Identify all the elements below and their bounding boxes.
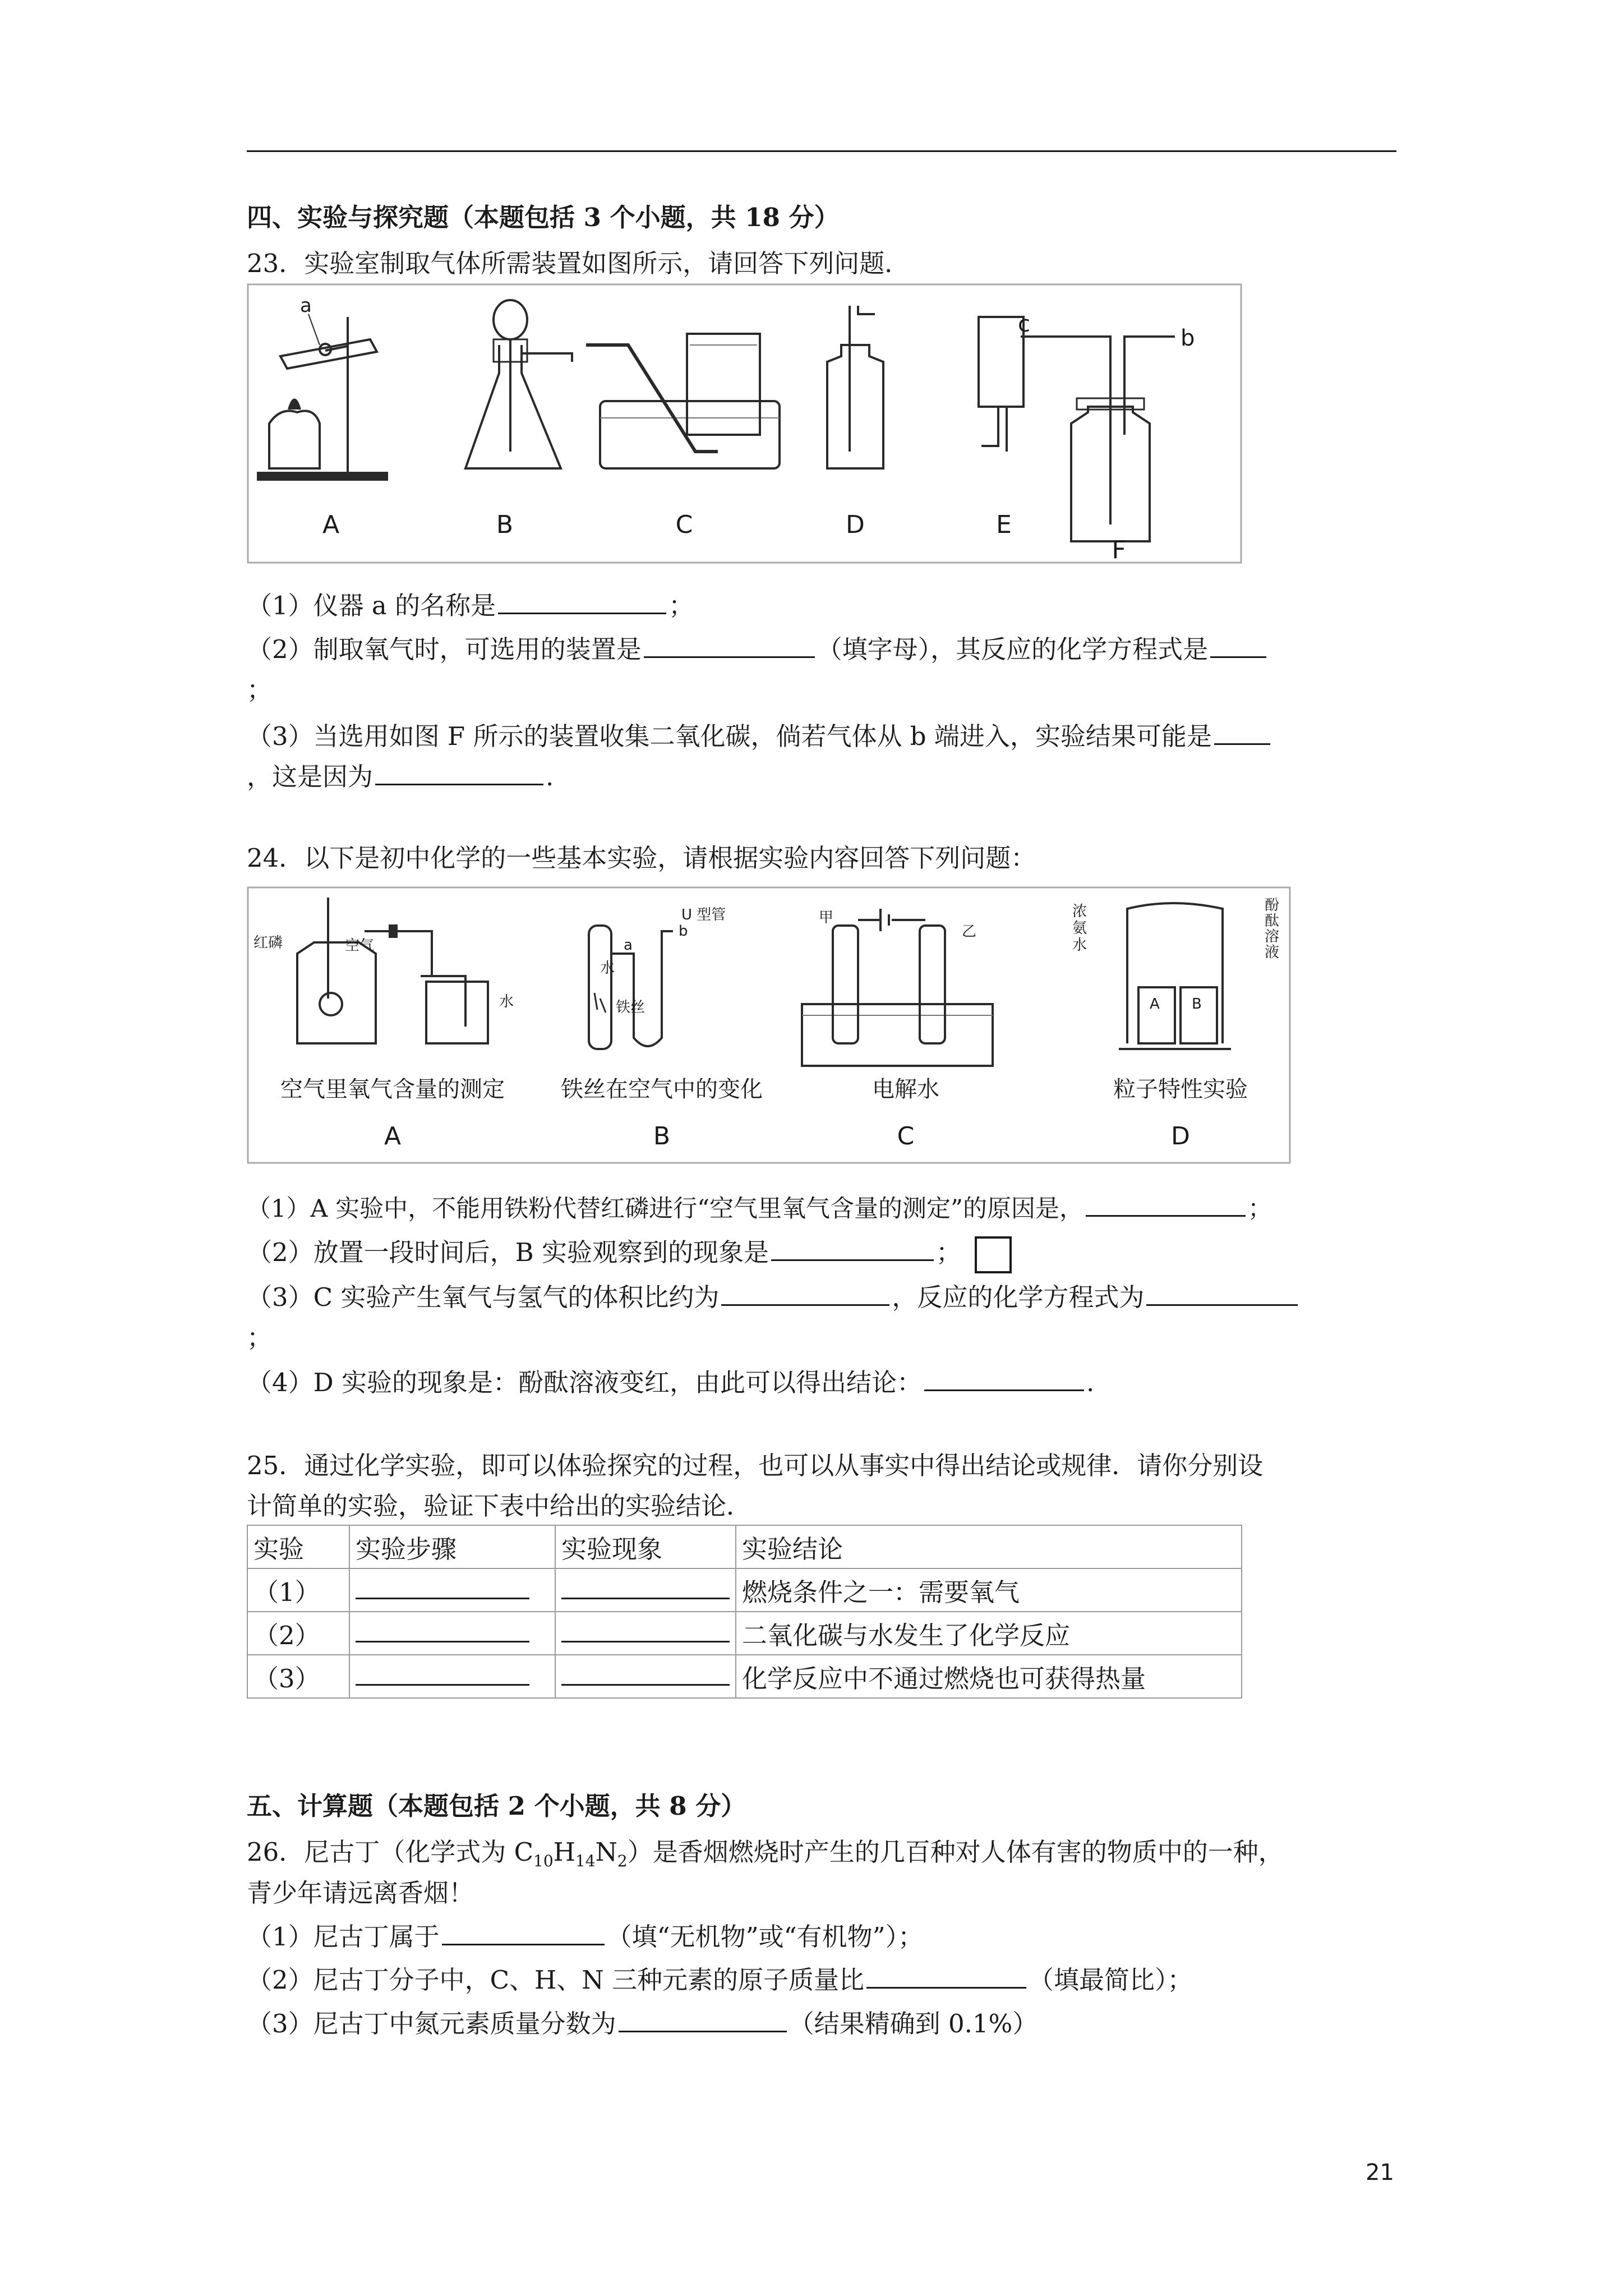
q23-part1 — [247, 589, 694, 623]
q23-apparatus-drawing — [247, 283, 1242, 564]
q24-tag-utube: U 型管 — [681, 907, 726, 923]
q23-label-b: b — [1181, 325, 1195, 351]
q26-h: H — [553, 1837, 575, 1867]
q23-label-B: B — [496, 510, 514, 539]
q24-tag-nonganshui: 浓氨水 — [1072, 903, 1087, 954]
q26-part2 — [247, 1963, 1193, 1997]
table-cell-id: （3） — [247, 1655, 349, 1698]
table-cell-phenomenon[interactable] — [555, 1568, 736, 1612]
q23-part2-blank2[interactable] — [1210, 634, 1266, 658]
q23-part1-blank[interactable] — [498, 590, 666, 614]
q26-stem-line1 — [247, 1835, 1284, 1878]
q23-label-D: D — [846, 510, 865, 539]
q23-part3 — [247, 720, 1272, 753]
q24-label-D: D — [1171, 1122, 1190, 1151]
q24-part3-end: ； — [247, 1323, 273, 1352]
q23-part3-line2 — [247, 760, 554, 794]
q24-part2-text: （2）放置一段时间后，B 实验观察到的现象是 — [247, 1237, 769, 1267]
q24-tag-a: a — [624, 937, 633, 954]
q24-part3-blank1[interactable] — [721, 1282, 889, 1306]
q24-part2-blank[interactable] — [771, 1237, 934, 1261]
q26-part3 — [247, 2007, 1038, 2041]
q26-part3-blank[interactable] — [619, 2008, 787, 2032]
q26-stem-text2: ）是香烟燃烧时产生的几百种对人体有害的物质中的一种， — [627, 1837, 1284, 1867]
section5-title: 五、计算题（本题包括 2 个小题，共 8 分） — [247, 1791, 746, 1821]
q23-label-A: A — [322, 510, 340, 539]
q23-label-c: c — [1018, 311, 1030, 337]
q23-stem: 23．实验室制取气体所需装置如图所示，请回答下列问题． — [247, 249, 910, 278]
q24-tag-jia: 甲 — [819, 909, 834, 926]
q26-part1-blank[interactable] — [442, 1921, 605, 1945]
q24-tag-shui2: 水 — [600, 960, 615, 977]
q26-stem-line2: 青少年请远离香烟！ — [247, 1878, 474, 1908]
q24-caption-C: 电解水 — [872, 1076, 939, 1102]
q24-part1 — [247, 1192, 1272, 1226]
table-row — [247, 1655, 1242, 1698]
table-cell-steps[interactable] — [349, 1655, 555, 1698]
q24-part3-blank2[interactable] — [1146, 1282, 1298, 1306]
q24-stem: 24．以下是初中化学的一些基本实验，请根据实验内容回答下列问题： — [247, 843, 1036, 873]
table-header-cell: 实验 — [247, 1525, 349, 1568]
q24-tag-hongling: 红磷 — [253, 935, 283, 951]
q25-stem-line1: 25．通过化学实验，即可以体验探究的过程，也可以从事实中得出结论或规律．请你分别设 — [247, 1451, 1264, 1480]
table-cell-id: （1） — [247, 1568, 349, 1612]
table-cell-id: （2） — [247, 1612, 349, 1655]
q26-part3-end: （结果精确到 0.1%） — [789, 2009, 1038, 2039]
q23-part2-end: ； — [247, 675, 273, 705]
q24-caption-A: 空气里氧气含量的测定 — [280, 1076, 505, 1102]
q24-tag-yi: 乙 — [962, 923, 977, 940]
q24-part3 — [247, 1281, 1300, 1314]
q24-part4-text: （4）D 实验的现象是：酚酞溶液变红，由此可以得出结论： — [247, 1368, 923, 1397]
table-header-cell: 实验步骤 — [349, 1525, 555, 1568]
q24-label-A: A — [384, 1122, 402, 1151]
q26-sub-n: 2 — [617, 1852, 628, 1870]
q26-sub-h: 14 — [575, 1852, 596, 1870]
q23-part3-end: . — [546, 762, 554, 792]
q24-tag-tiesi: 铁丝 — [616, 999, 645, 1016]
q23-label-F: F — [1112, 536, 1126, 564]
q24-part3-text: （3）C 实验产生氧气与氢气的体积比约为 — [247, 1282, 720, 1312]
q24-label-B: B — [653, 1122, 671, 1151]
q26-part2-blank[interactable] — [866, 1964, 1026, 1989]
table-cell-steps[interactable] — [349, 1612, 555, 1655]
q24-part4-blank[interactable] — [924, 1367, 1084, 1391]
q24-part1-text: （1）A 实验中，不能用铁粉代替红磷进行“空气里氧气含量的测定”的原因是， — [247, 1195, 1084, 1223]
table-cell-conclusion: 二氧化碳与水发生了化学反应 — [736, 1612, 1242, 1655]
table-cell-conclusion: 燃烧条件之一：需要氧气 — [736, 1568, 1242, 1612]
header-rule — [247, 150, 1396, 152]
q25-table — [247, 1525, 1242, 1699]
q26-part2-text: （2）尼古丁分子中，C、H、N 三种元素的原子质量比 — [247, 1965, 864, 1995]
q24-part2-end: ； — [936, 1237, 962, 1267]
q23-part3-text2: ，这是因为 — [247, 762, 374, 792]
q24-part4-end: . — [1086, 1368, 1095, 1397]
q24-tag-fentai: 酚酞溶液 — [1265, 897, 1280, 961]
q24-caption-D: 粒子特性实验 — [1113, 1076, 1248, 1102]
section4-title: 四、实验与探究题（本题包括 3 个小题，共 18 分） — [247, 203, 840, 232]
q24-part3-text2: ，反应的化学方程式为 — [892, 1282, 1145, 1312]
q24-tag-kongqi: 空气 — [345, 937, 375, 954]
q23-label-a: a — [300, 295, 312, 317]
q24-part2-box[interactable] — [975, 1236, 1012, 1273]
table-cell-phenomenon[interactable] — [555, 1655, 736, 1698]
q26-part1-text: （1）尼古丁属于 — [247, 1922, 440, 1952]
q24-tag-A: A — [1150, 996, 1160, 1013]
q24-tag-b: b — [679, 923, 688, 940]
q26-n: N — [595, 1837, 617, 1867]
q24-part2 — [247, 1236, 1012, 1273]
table-cell-steps[interactable] — [349, 1568, 555, 1612]
table-header-cell: 实验现象 — [555, 1525, 736, 1568]
q26-sub-c: 10 — [533, 1852, 554, 1870]
q23-part3-blank1[interactable] — [1214, 721, 1270, 745]
page-number: 21 — [1366, 2160, 1394, 2185]
q24-caption-B: 铁丝在空气中的变化 — [561, 1076, 763, 1102]
q23-label-C: C — [675, 510, 693, 539]
table-header-cell: 实验结论 — [736, 1525, 1242, 1568]
q23-part2 — [247, 633, 1269, 666]
q24-part4 — [247, 1366, 1094, 1400]
q24-figure — [247, 886, 1291, 1164]
q23-part2-text2: （填字母），其反应的化学方程式是 — [817, 634, 1209, 664]
table-cell-phenomenon[interactable] — [555, 1612, 736, 1655]
q23-part2-text: （2）制取氧气时，可选用的装置是 — [247, 634, 642, 664]
q23-label-E: E — [996, 510, 1012, 539]
table-row — [247, 1568, 1242, 1612]
q26-part3-text: （3）尼古丁中氮元素质量分数为 — [247, 2009, 616, 2039]
q24-part1-blank[interactable] — [1086, 1193, 1246, 1217]
q23-part3-text: （3）当选用如图 F 所示的装置收集二氧化碳，倘若气体从 b 端进入，实验结果可能是 — [247, 721, 1212, 751]
q23-part3-blank2[interactable] — [375, 761, 543, 785]
q26-part1-end: （填“无机物”或“有机物”）； — [606, 1922, 924, 1952]
q24-tag-shui: 水 — [499, 993, 514, 1010]
q24-part1-end: ； — [1248, 1195, 1272, 1223]
q25-stem-line2: 计简单的实验，验证下表中给出的实验结论． — [247, 1491, 752, 1521]
q26-part1 — [247, 1920, 923, 1954]
table-row — [247, 1612, 1242, 1655]
q24-tag-B: B — [1192, 996, 1202, 1013]
q24-label-C: C — [897, 1122, 915, 1151]
q26-stem-text: 26．尼古丁（化学式为 C — [247, 1837, 533, 1867]
table-header-row — [247, 1525, 1242, 1568]
table-cell-conclusion: 化学反应中不通过燃烧也可获得热量 — [736, 1655, 1242, 1698]
q23-figure — [247, 283, 1242, 564]
q26-part2-end: （填最简比）； — [1029, 1965, 1193, 1995]
q23-part2-blank1[interactable] — [644, 634, 815, 658]
q23-part1-text: （1）仪器 a 的名称是 — [247, 591, 496, 620]
q23-part1-end: ； — [668, 591, 694, 620]
